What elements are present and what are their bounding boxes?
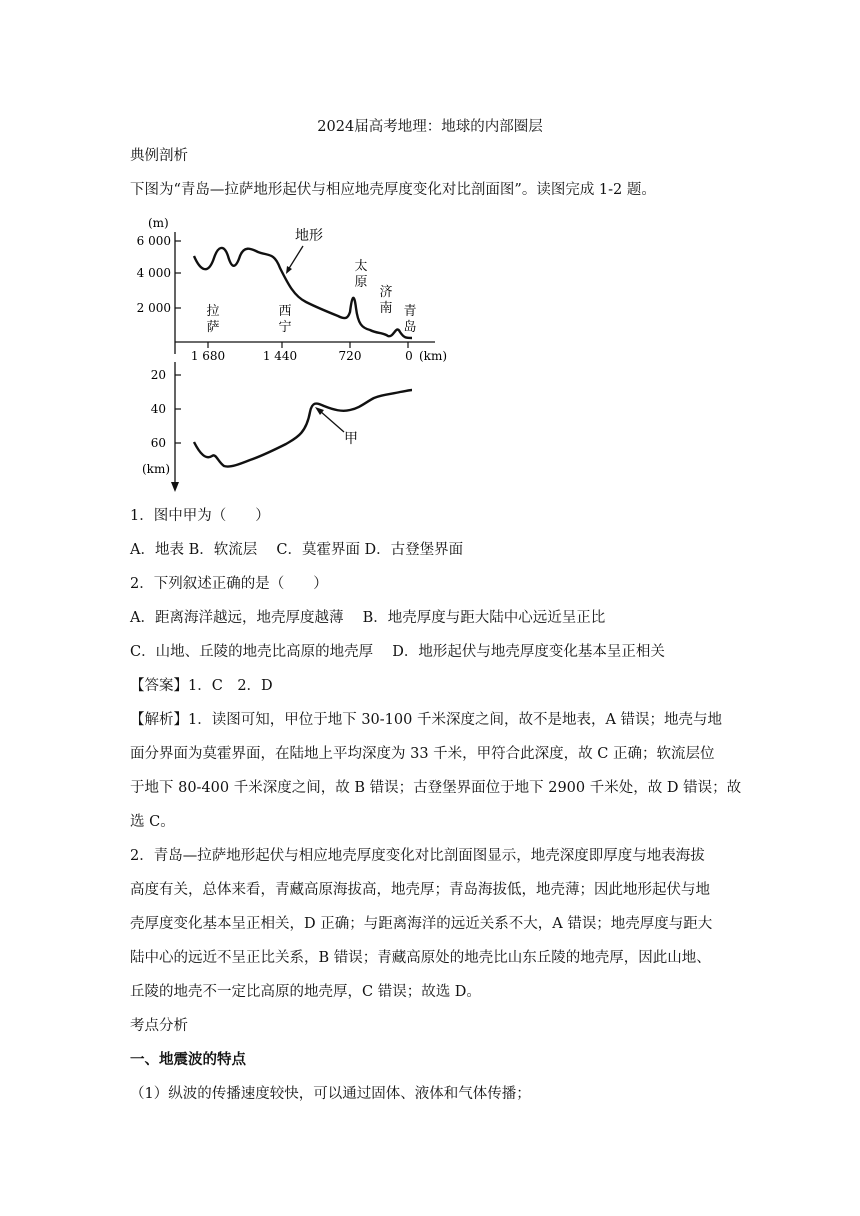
- place-lasa-2: 萨: [206, 320, 220, 335]
- elevation-tick-4000: 4 000: [136, 266, 171, 280]
- place-taiyuan-2: 原: [354, 275, 368, 290]
- question-1: 1．图中甲为（ ）: [130, 508, 270, 524]
- terrain-label: 地形: [295, 228, 323, 244]
- distance-tick-1680: 1 680: [190, 349, 226, 363]
- jia-label: 甲: [344, 431, 358, 447]
- place-lasa-1: 拉: [206, 304, 220, 319]
- depth-tick-20: 20: [150, 368, 166, 382]
- section-points-heading: 考点分析: [130, 1018, 188, 1034]
- profile-figure: [130, 212, 460, 497]
- jia-pointer: [320, 411, 344, 432]
- depth-tick-40: 40: [150, 402, 166, 416]
- place-jinan-2: 南: [379, 301, 393, 316]
- analysis-line: 高度有关，总体来看，青藏高原海拔高，地壳厚；青岛海拔低，地壳薄；因此地形起伏与地: [130, 882, 710, 898]
- place-xining-2: 宁: [278, 320, 292, 335]
- elevation-tick-6000: 6 000: [136, 234, 171, 248]
- analysis-line: 选 C。: [130, 814, 175, 830]
- question-1-options: A．地表 B．软流层 C．莫霍界面 D．古登堡界面: [130, 542, 464, 558]
- depth-tick-60: 60: [150, 436, 166, 450]
- analysis-line: 2．青岛—拉萨地形起伏与相应地壳厚度变化对比剖面图显示，地壳深度即厚度与地表海拔: [130, 848, 705, 864]
- distance-tick-720: 720: [338, 349, 362, 363]
- analysis-line: 丘陵的地壳不一定比高原的地壳厚，C 错误；故选 D。: [130, 984, 481, 1000]
- page-title: 2024届高考地理：地球的内部圈层: [317, 119, 543, 135]
- question-2-options-line-1: A．距离海洋越远，地壳厚度越薄 B．地壳厚度与距大陆中心远近呈正比: [130, 610, 606, 626]
- distance-tick-0: 0: [405, 349, 413, 363]
- analysis-line: 于地下 80-400 千米深度之间，故 B 错误；古登堡界面位于地下 2900 千米处，故 D 错误；故: [130, 780, 742, 796]
- place-taiyuan-1: 太: [354, 259, 368, 274]
- distance-tick-1440: 1 440: [262, 349, 298, 363]
- place-qingdao-1: 青: [403, 304, 417, 319]
- place-xining-1: 西: [278, 304, 292, 319]
- crust-thickness-curve: [194, 390, 412, 467]
- analysis-line: 【解析】1．读图可知，甲位于地下 30-100 千米深度之间，故不是地表，A 错误；地壳与地: [130, 712, 723, 728]
- distance-unit-label: (km): [419, 349, 448, 363]
- section-example-heading: 典例剖析: [130, 148, 188, 164]
- analysis-line: 面分界面为莫霍界面，在陆地上平均深度为 33 千米，甲符合此深度，故 C 正确；软流层位: [130, 746, 715, 762]
- elevation-tick-2000: 2 000: [136, 301, 171, 315]
- analysis-line: 陆中心的远近不呈正比关系，B 错误；青藏高原处的地壳比山东丘陵的地壳厚，因此山地、: [130, 950, 711, 966]
- question-2-options-line-2: C．山地、丘陵的地壳比高原的地壳厚 D．地形起伏与地壳厚度变化基本呈正相关: [130, 644, 665, 660]
- depth-unit-label: (km): [142, 462, 171, 476]
- analysis-line: 壳厚度变化基本呈正相关，D 正确；与距离海洋的远近关系不大，A 错误；地壳厚度与距大: [130, 916, 713, 932]
- intro-text: 下图为“青岛—拉萨地形起伏与相应地壳厚度变化对比剖面图”。读图完成 1-2 题。: [130, 182, 656, 198]
- place-qingdao-2: 岛: [403, 320, 417, 335]
- elevation-unit-label: (m): [148, 216, 169, 230]
- point-1: （1）纵波的传播速度较快，可以通过固体、液体和气体传播；: [130, 1086, 531, 1102]
- question-2: 2．下列叙述正确的是（ ）: [130, 576, 328, 592]
- place-jinan-1: 济: [379, 285, 393, 300]
- answer-line: 【答案】1．C 2．D: [130, 678, 273, 694]
- terrain-pointer: [288, 246, 303, 270]
- heading-seismic-wave: 一、地震波的特点: [130, 1051, 246, 1068]
